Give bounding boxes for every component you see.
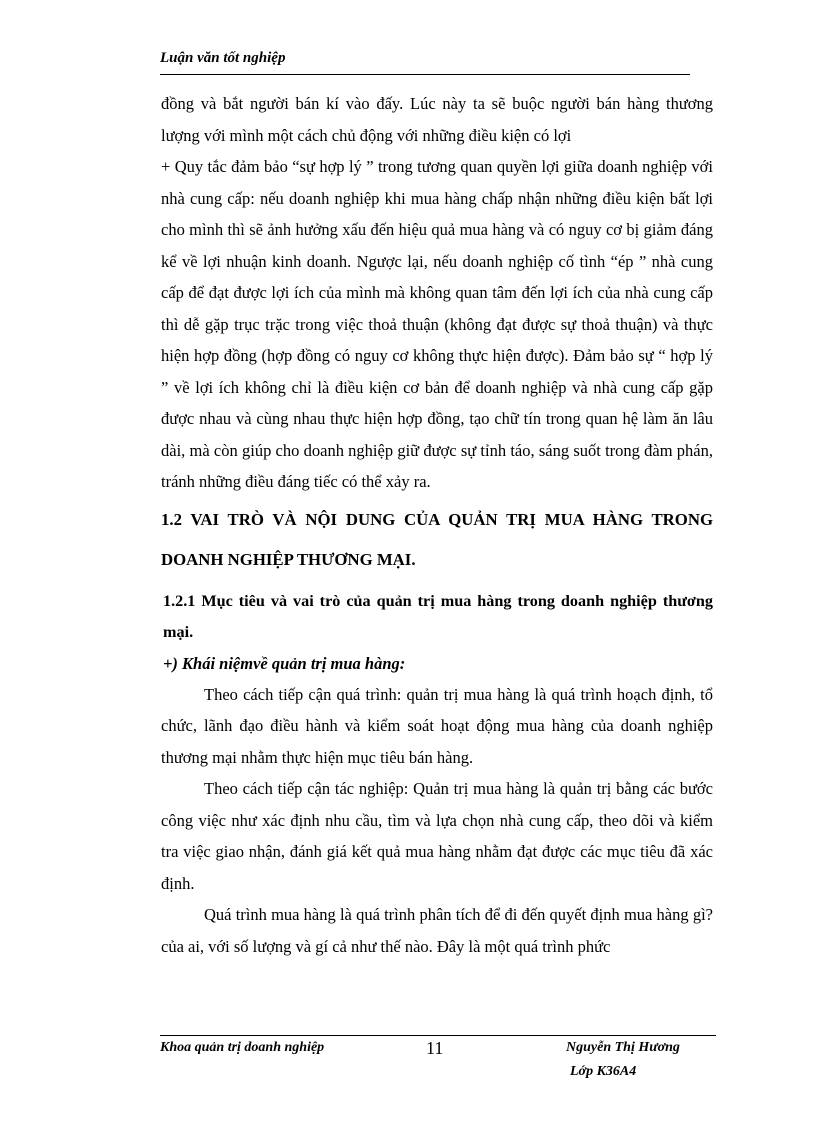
header-title: Luận văn tốt nghiệp (160, 50, 286, 66)
document-body (161, 88, 713, 962)
footer-department: Khoa quản trị doanh nghiệp (160, 1040, 325, 1055)
footer-class: Lớp K36A4 (570, 1064, 637, 1079)
paragraph-3: Theo cách tiếp cận quá trình: quản trị mua hàng là quá trình hoạch định, tổ chức, lãnh đạo điều hành và kiểm soát hoạt động mua hàng của doanh nghiệp thương mại nhằm thực hiện mục tiêu bán hàng. (161, 684, 713, 767)
page-number: 11 (426, 1038, 444, 1058)
subsection-heading-1-2-1: 1.2.1 Mục tiêu và vai trò của quản trị mua hàng trong doanh nghiệp thương mại. (163, 591, 713, 641)
section-heading-1-2: 1.2 VAI TRÒ VÀ NỘI DUNG CỦA QUẢN TRỊ MUA HÀNG TRONG DOANH NGHIỆP THƯƠNG MẠI. (161, 509, 713, 569)
page-header (160, 50, 690, 75)
definition-subheading: +) Khái niệmvề quản trị mua hàng: (163, 653, 406, 673)
paragraph-4: Theo cách tiếp cận tác nghiệp: Quản trị mua hàng là quản trị bằng các bước công việc như xác định nhu cầu, tìm và lựa chọn nhà cung cấp, theo dõi và kiểm tra việc giao nhận, đánh giá kết quả mua hàng nhằm đạt được các mục tiêu đã xác định. (161, 779, 713, 893)
paragraph-2: + Quy tắc đảm bảo “sự hợp lý ” trong tương quan quyền lợi giữa doanh nghiệp với nhà cung cấp: nếu doanh nghiệp khi mua hàng chấp nhận những điều kiện bất lợi cho mình thì sẽ ảnh hưởng xấu đến hiệu quả mua hàng và có nguy cơ bị giảm đáng kể về lợi nhuận kinh doanh. Ngược lại, nếu doanh nghiệp cố tình “ép ” nhà cung cấp để đạt được lợi ích của mình mà không quan tâm đến lợi ích của nhà cung cấp thì dễ gặp trục trặc trong việc thoả thuận (không đạt được sự thoả thuận) và thực hiện hợp đồng (hợp đồng có nguy cơ không thực hiện được). Đảm bảo sự “ hợp lý ” về lợi ích không chỉ là điều kiện cơ bản để doanh nghiệp và nhà cung cấp gặp được nhau và cùng nhau thực hiện hợp đồng, tạo chữ tín trong quan hệ làm ăn lâu dài, mà còn giúp cho doanh nghiệp giữ được sự tỉnh táo, sáng suốt trong đàm phán, tránh những điều đáng tiếc có thể xảy ra. (161, 157, 713, 491)
footer-divider (160, 1035, 716, 1036)
footer-author: Nguyễn Thị Hương (566, 1040, 680, 1055)
paragraph-1: đồng và bắt người bán kí vào đấy. Lúc này ta sẽ buộc người bán hàng thương lượng với mình một cách chủ động với những điều kiện có lợi (161, 94, 713, 145)
paragraph-5: Quá trình mua hàng là quá trình phân tích để đi đến quyết định mua hàng gì? của ai, với số lượng và gí cả như thế nào. Đây là một quá trình phức (161, 905, 713, 956)
